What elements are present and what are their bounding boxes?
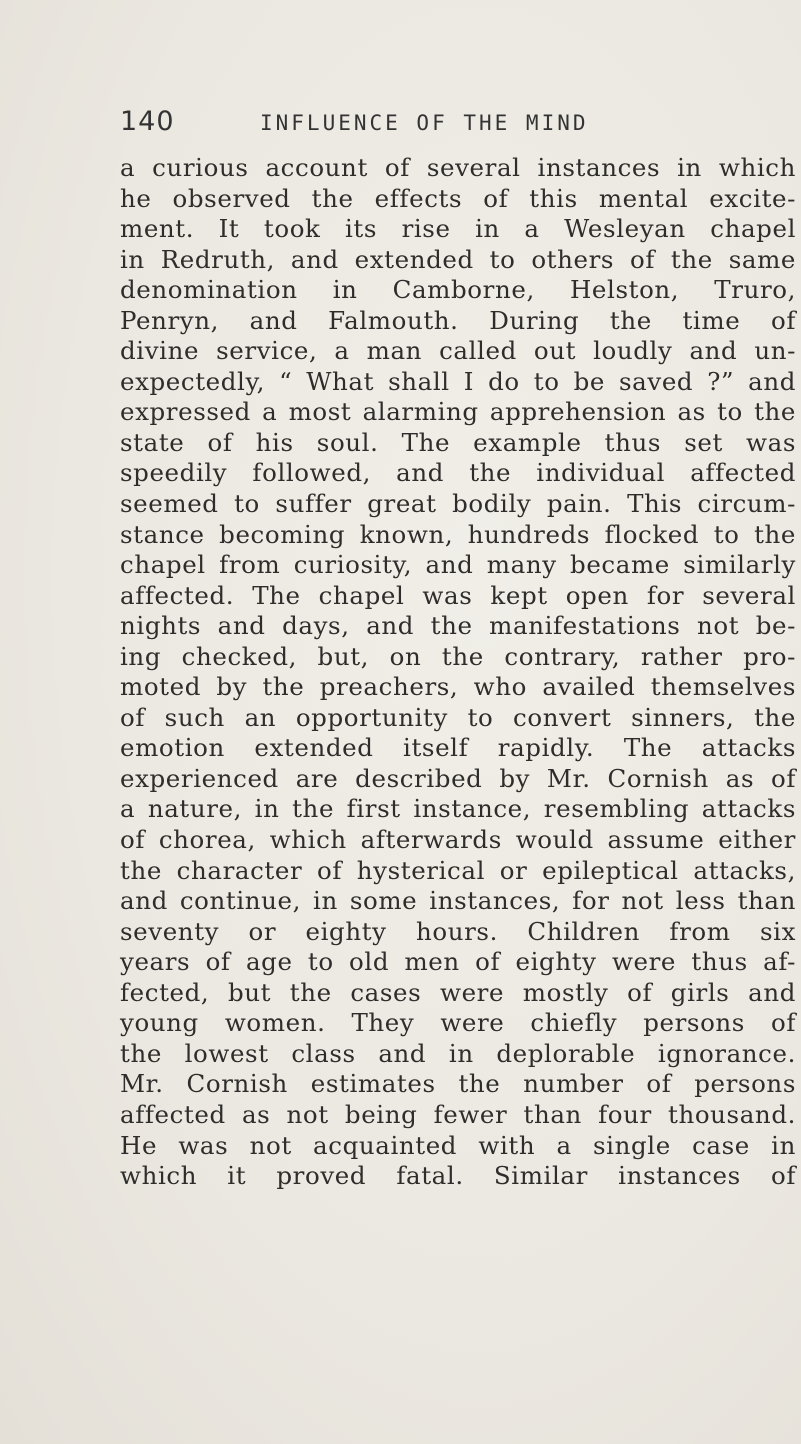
text-line: in Redruth, and extended to others of the same bbox=[120, 244, 796, 274]
text-line: of chorea, which afterwards would assume either bbox=[120, 825, 796, 855]
text-line: of such an opportunity to convert sinners, the bbox=[120, 702, 796, 732]
text-line: which it proved fatal. Similar instances of bbox=[120, 1161, 796, 1191]
text-line: ment. It took its rise in a Wesleyan chapel bbox=[120, 214, 796, 244]
text-line: moted by the preachers, who availed themselves bbox=[120, 672, 796, 702]
text-line: a nature, in the first instance, resembling attacks bbox=[120, 794, 796, 824]
text-line: affected. The chapel was kept open for several bbox=[120, 580, 796, 610]
running-head bbox=[120, 106, 760, 146]
text-line: chapel from curiosity, and many became similarly bbox=[120, 550, 796, 580]
text-line: experienced are described by Mr. Cornish as of bbox=[120, 763, 796, 793]
text-line: state of his soul. The example thus set was bbox=[120, 427, 796, 457]
text-line: denomination in Camborne, Helston, Truro, bbox=[120, 275, 796, 305]
running-head-title: INFLUENCE OF THE MIND bbox=[260, 111, 589, 135]
body-text bbox=[120, 153, 796, 1192]
text-line: ing checked, but, on the contrary, rather pro- bbox=[120, 641, 796, 671]
text-line: emotion extended itself rapidly. The attacks bbox=[120, 733, 796, 763]
text-line: divine service, a man called out loudly and un- bbox=[120, 336, 796, 366]
text-line: the character of hysterical or epileptical attacks, bbox=[120, 855, 796, 885]
text-line: speedily followed, and the individual affected bbox=[120, 458, 796, 488]
text-line: the lowest class and in deplorable ignorance. bbox=[120, 1038, 796, 1068]
text-line: young women. They were chiefly persons of bbox=[120, 1008, 796, 1038]
text-line: seemed to suffer great bodily pain. This circum- bbox=[120, 489, 796, 519]
text-line: Penryn, and Falmouth. During the time of bbox=[120, 305, 796, 335]
text-line: He was not acquainted with a single case in bbox=[120, 1130, 796, 1160]
text-line: nights and days, and the manifestations not be- bbox=[120, 611, 796, 641]
page-number: 140 bbox=[120, 106, 175, 137]
text-line: fected, but the cases were mostly of girls and bbox=[120, 977, 796, 1007]
text-line: years of age to old men of eighty were thus af- bbox=[120, 947, 796, 977]
text-line: seventy or eighty hours. Children from six bbox=[120, 916, 796, 946]
text-line: Mr. Cornish estimates the number of persons bbox=[120, 1069, 796, 1099]
text-line: and continue, in some instances, for not less than bbox=[120, 886, 796, 916]
text-line: expressed a most alarming apprehension as to the bbox=[120, 397, 796, 427]
text-line: affected as not being fewer than four thousand. bbox=[120, 1099, 796, 1129]
text-line: a curious account of several instances in which bbox=[120, 153, 796, 182]
text-line: expectedly, “ What shall I do to be saved ?” and bbox=[120, 366, 796, 396]
text-line: he observed the effects of this mental excite- bbox=[120, 183, 796, 213]
text-line: stance becoming known, hundreds flocked to the bbox=[120, 519, 796, 549]
